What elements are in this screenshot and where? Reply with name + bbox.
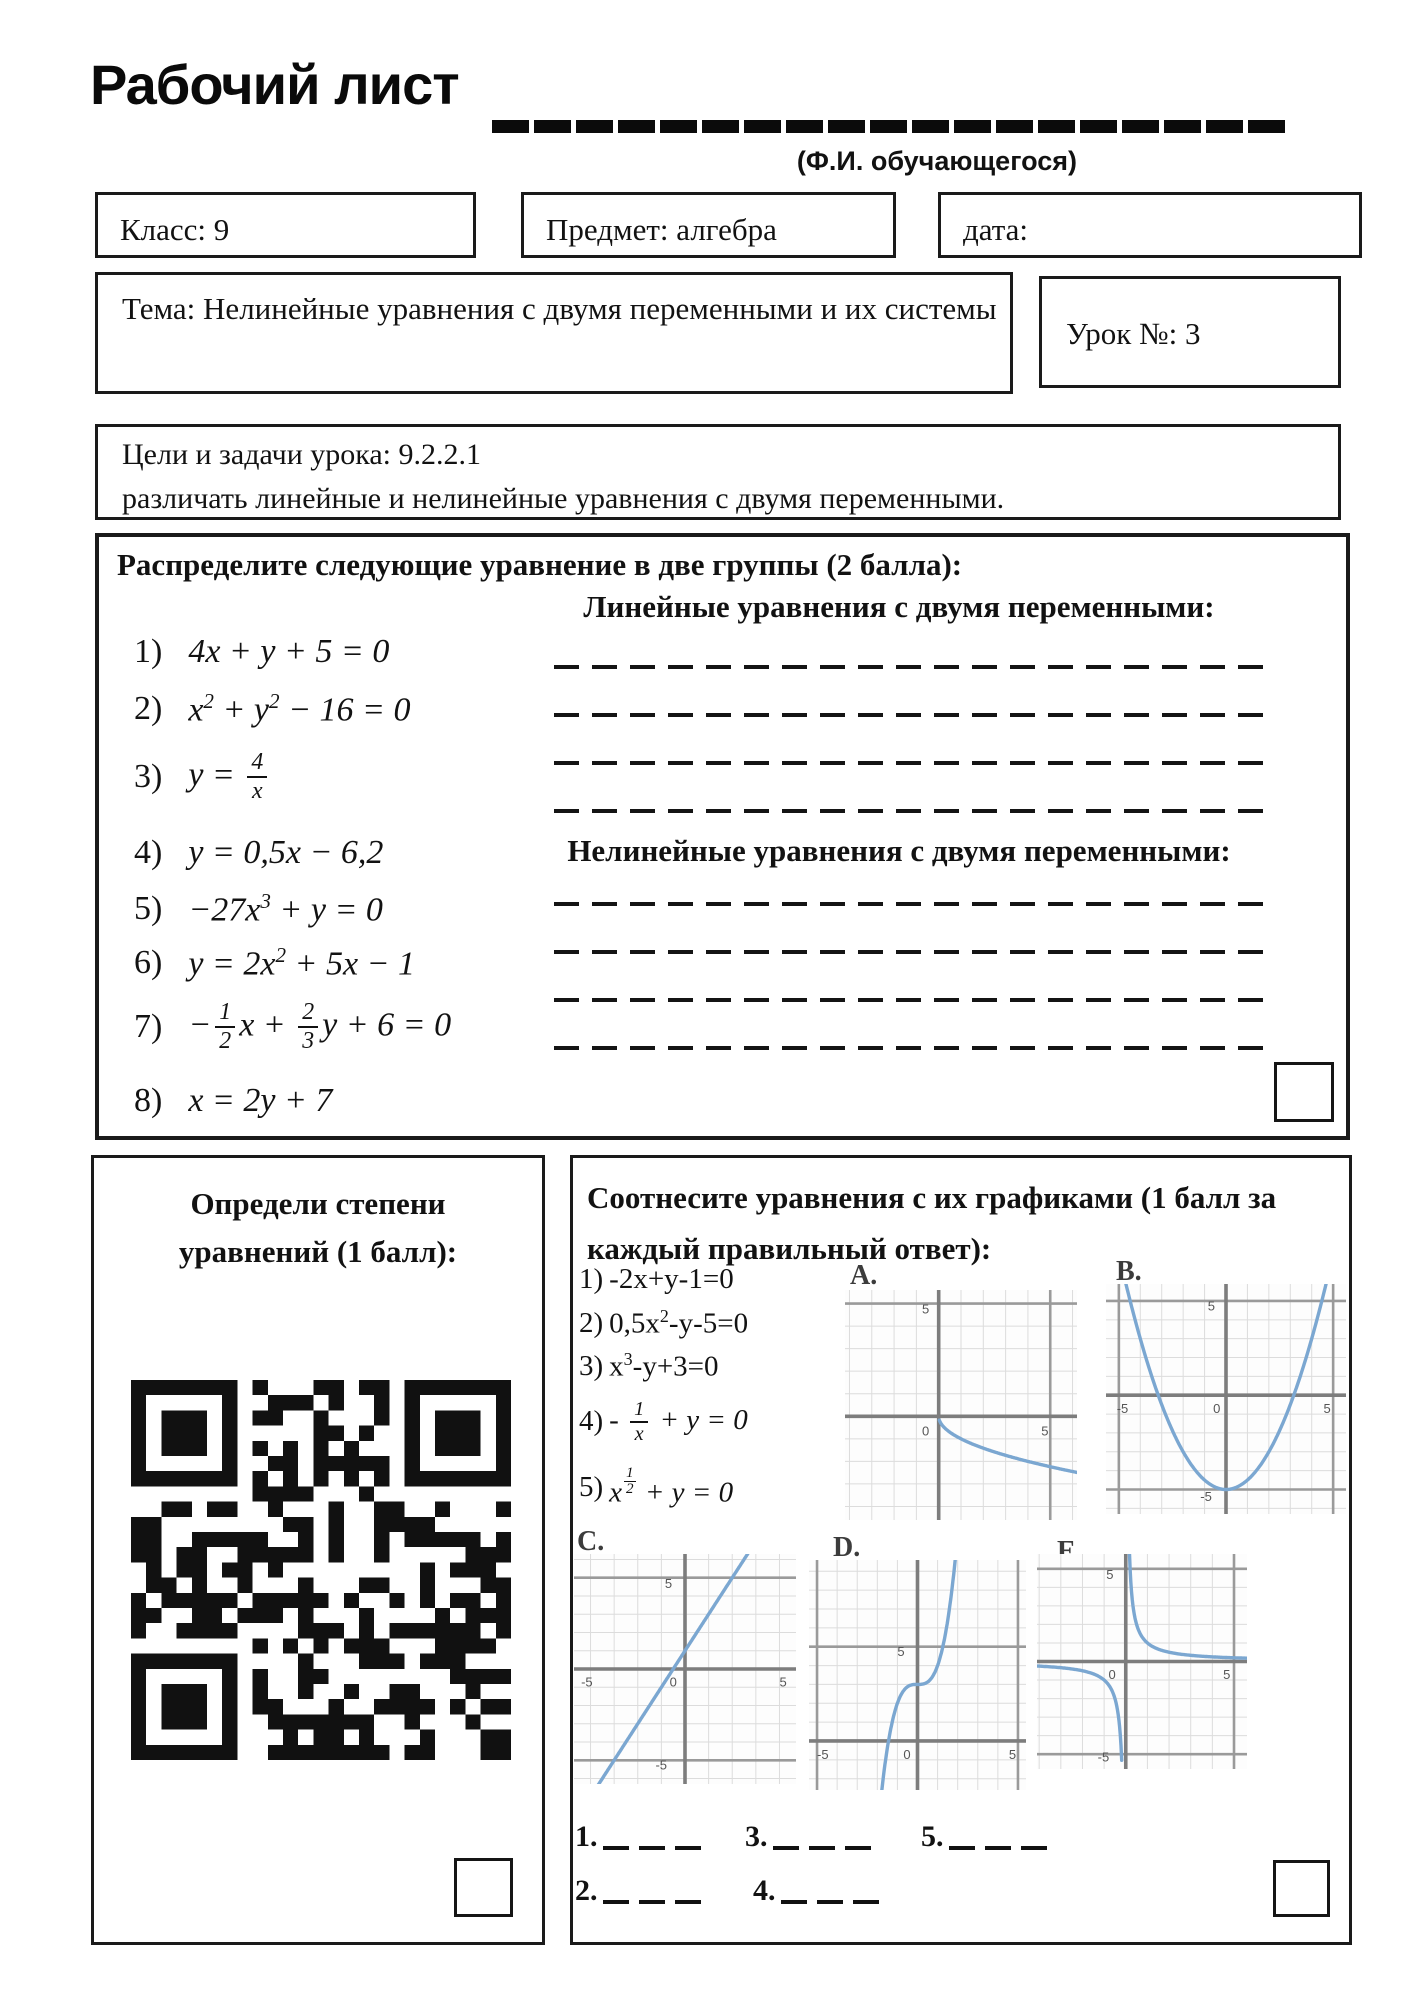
answer-slot-1[interactable]: 1. bbox=[575, 1820, 706, 1854]
svg-text:-5: -5 bbox=[655, 1757, 668, 1773]
svg-text:-5: -5 bbox=[1097, 1749, 1110, 1765]
equation-item bbox=[134, 633, 389, 671]
svg-text:0: 0 bbox=[921, 1423, 930, 1439]
task3-box bbox=[570, 1155, 1352, 1945]
equation-math: y = 0,5x − 6,2 bbox=[188, 834, 384, 871]
class-label: Класс: 9 bbox=[120, 212, 230, 247]
answer-line[interactable] bbox=[554, 713, 1264, 717]
score-box[interactable] bbox=[1274, 1062, 1334, 1122]
graph-E-label: E. bbox=[1057, 1536, 1083, 1567]
graph-D-label: D. bbox=[833, 1532, 861, 1563]
subject-label: Предмет: алгебра bbox=[546, 212, 777, 247]
date-field[interactable] bbox=[938, 192, 1362, 258]
qr-code bbox=[131, 1380, 511, 1760]
task2-box bbox=[91, 1155, 545, 1945]
equation-number: 5) bbox=[579, 1471, 604, 1504]
topic-label: Тема: Нелинейные уравнения с двумя переменными и их системы bbox=[122, 291, 997, 326]
equation-math: x = 2y + 7 bbox=[188, 1082, 333, 1119]
equation-number: 4) bbox=[134, 834, 163, 871]
equation-number: 2) bbox=[579, 1306, 604, 1339]
answer-line[interactable] bbox=[554, 998, 1264, 1002]
equation-math: − $\frac{1}{2}$ x + $\frac{2}{3}$ y + 6 = 0 bbox=[188, 999, 452, 1054]
linear-group-header: Линейные уравнения с двумя переменными: bbox=[583, 589, 1215, 624]
task2-title: Определи степени уравнений (1 балл): bbox=[178, 1186, 458, 1270]
svg-text:5: 5 bbox=[779, 1674, 787, 1690]
graph-E bbox=[1037, 1554, 1247, 1769]
student-name-line[interactable] bbox=[492, 120, 1287, 133]
svg-text:5: 5 bbox=[921, 1301, 930, 1317]
score-box[interactable] bbox=[1273, 1860, 1330, 1917]
page-title: Рабочий лист bbox=[90, 53, 459, 116]
svg-text:-5: -5 bbox=[581, 1674, 593, 1690]
equation-item bbox=[134, 999, 451, 1054]
answer-line[interactable] bbox=[554, 761, 1264, 765]
equation-math: 4x + y + 5 = 0 bbox=[188, 633, 390, 670]
svg-text:5: 5 bbox=[1223, 1667, 1231, 1683]
goals-box bbox=[95, 424, 1341, 520]
svg-text:5: 5 bbox=[1106, 1567, 1114, 1583]
equation-math: -2x+y-1=0 bbox=[609, 1263, 734, 1295]
equation-number: 1) bbox=[134, 633, 163, 670]
lesson-label: Урок №: 3 bbox=[1066, 316, 1201, 351]
svg-text:5: 5 bbox=[1323, 1401, 1331, 1417]
task1-box bbox=[95, 533, 1350, 1140]
svg-text:5: 5 bbox=[1008, 1746, 1017, 1762]
graph-B-label: B. bbox=[1116, 1256, 1142, 1287]
equation-number: 7) bbox=[134, 1007, 163, 1045]
equation-math: $y = 2x^2 + 5x - 1$ bbox=[188, 943, 415, 983]
svg-text:5: 5 bbox=[1041, 1423, 1049, 1439]
equation-number: 5) bbox=[134, 890, 163, 928]
match-equation bbox=[579, 1349, 719, 1384]
equation-item bbox=[134, 943, 415, 983]
graph-A-label: A. bbox=[850, 1260, 878, 1291]
answer-line[interactable] bbox=[554, 809, 1264, 813]
equation-math: y = $\frac{4}{x}$ bbox=[188, 749, 271, 804]
equation-number: 1) bbox=[579, 1263, 604, 1295]
equation-item bbox=[134, 689, 410, 729]
match-equation bbox=[579, 1306, 748, 1341]
svg-text:5: 5 bbox=[1207, 1298, 1216, 1314]
svg-text:0: 0 bbox=[1213, 1401, 1221, 1417]
match-equation bbox=[579, 1466, 733, 1509]
date-label: дата: bbox=[963, 212, 1029, 247]
equation-math: x $\frac{1}{2}$ + y = 0 bbox=[609, 1465, 734, 1509]
svg-text:0: 0 bbox=[1108, 1667, 1116, 1683]
answer-line[interactable] bbox=[554, 950, 1264, 954]
equation-number: 2) bbox=[134, 690, 163, 728]
match-equation bbox=[579, 1263, 734, 1296]
subject-field[interactable] bbox=[521, 192, 896, 258]
lesson-number-box bbox=[1039, 276, 1341, 388]
equation-item bbox=[134, 889, 383, 929]
goals-line2: различать линейные и нелинейные уравнения с двумя переменными. bbox=[122, 481, 1005, 515]
equation-math: $x^2 + y^2 - 16 = 0$ bbox=[188, 689, 411, 729]
svg-text:0: 0 bbox=[669, 1674, 677, 1690]
graph-C bbox=[574, 1554, 796, 1784]
task1-title: Распределите следующие уравнение в две группы (2 балла): bbox=[117, 547, 963, 582]
nonlinear-group-header: Нелинейные уравнения с двумя переменными: bbox=[567, 833, 1231, 868]
answer-slot-5[interactable]: 5. bbox=[921, 1820, 1052, 1854]
equation-item bbox=[134, 834, 383, 872]
equation-number: 8) bbox=[134, 1082, 163, 1119]
graph-B bbox=[1106, 1284, 1346, 1514]
score-box[interactable] bbox=[454, 1858, 513, 1917]
answer-slot-3[interactable]: 3. bbox=[745, 1820, 876, 1854]
task3-title: Соотнесите уравнения с их графиками (1 балл за каждый правильный ответ): bbox=[587, 1180, 1277, 1267]
topic-box bbox=[95, 272, 1013, 394]
equation-number: 6) bbox=[134, 944, 163, 982]
answer-line[interactable] bbox=[554, 902, 1264, 906]
equation-math: $0,5x^2-y-5=0$ bbox=[609, 1306, 749, 1340]
equation-math: $-27x^3 + y = 0$ bbox=[188, 889, 383, 929]
equation-math: $x^3-y+3=0$ bbox=[609, 1349, 719, 1383]
graph-D bbox=[809, 1560, 1026, 1790]
equation-item bbox=[134, 1082, 332, 1120]
answer-slot-4[interactable]: 4. bbox=[753, 1874, 884, 1908]
svg-text:-5: -5 bbox=[817, 1746, 829, 1762]
name-caption: (Ф.И. обучающегося) bbox=[796, 146, 1077, 176]
graph-A bbox=[845, 1290, 1077, 1520]
goals-line1: Цели и задачи урока: 9.2.2.1 bbox=[122, 438, 482, 471]
answer-slot-2[interactable]: 2. bbox=[575, 1874, 706, 1908]
graph-C-label: C. bbox=[577, 1526, 605, 1557]
equation-number: 3) bbox=[134, 757, 163, 795]
match-equation bbox=[579, 1398, 748, 1445]
answer-line[interactable] bbox=[554, 665, 1264, 669]
equation-number: 3) bbox=[579, 1349, 604, 1382]
svg-text:-5: -5 bbox=[1200, 1488, 1212, 1504]
svg-text:-5: -5 bbox=[1116, 1401, 1129, 1417]
equation-item bbox=[134, 749, 271, 804]
svg-text:5: 5 bbox=[897, 1644, 905, 1660]
equation-math: - $\frac{1}{x}$ + y = 0 bbox=[609, 1398, 748, 1445]
equation-number: 4) bbox=[579, 1405, 604, 1438]
answer-line[interactable] bbox=[554, 1046, 1264, 1050]
svg-text:5: 5 bbox=[664, 1575, 673, 1591]
svg-text:0: 0 bbox=[903, 1746, 911, 1762]
class-field[interactable] bbox=[95, 192, 476, 258]
